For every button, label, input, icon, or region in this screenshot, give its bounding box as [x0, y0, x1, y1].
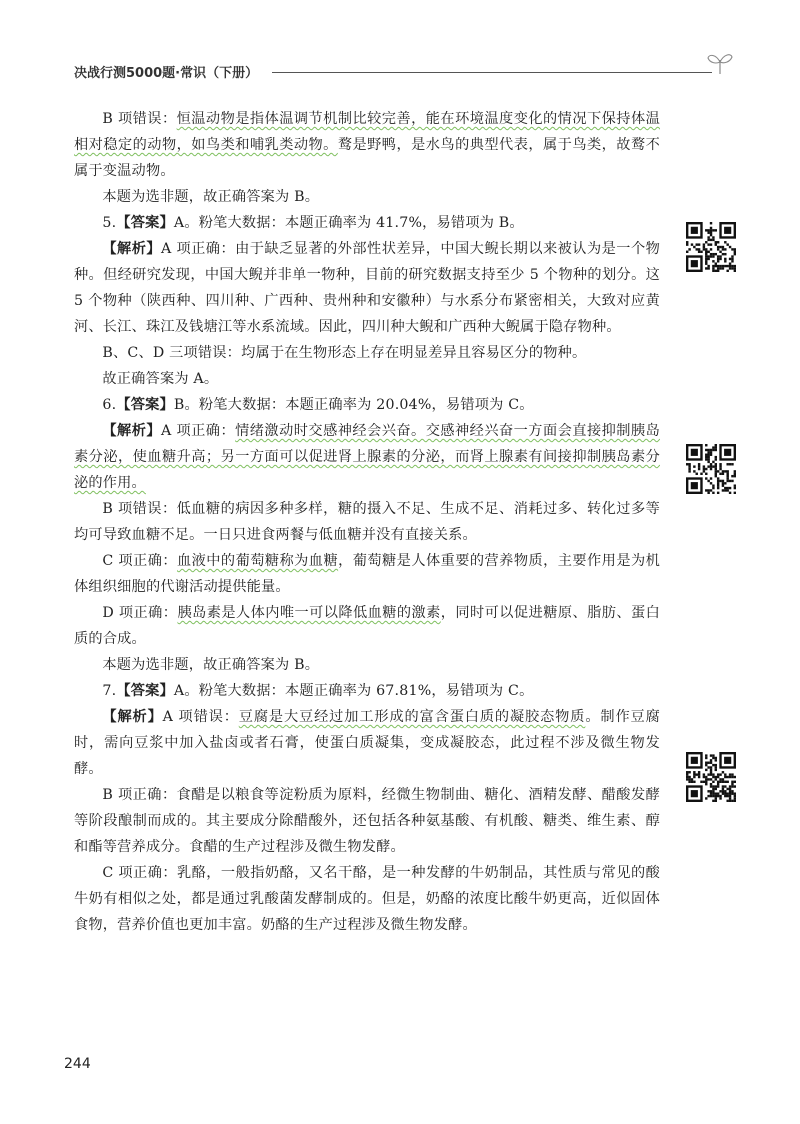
- paragraph: 本题为选非题，故正确答案为 B。: [102, 657, 320, 673]
- paragraph: B 项正确：食醋是以粮食等淀粉质为原料，经微生物制曲、糖化、酒精发酵、醋酸发酵等阶段酿制而成的。其主要成分除醋酸外，还包括各种氨基酸、有机酸、糖类、维生素、醇和酯等营养成分。食醋的生产过程涉及微生物发酵。: [74, 787, 660, 855]
- paragraph: C 项正确：乳酪，一般指奶酪，又名干酪，是一种发酵的牛奶制品，其性质与常见的酸牛奶有相似之处，都是通过乳酸菌发酵制成的。但是，奶酪的浓度比酸牛奶更高，近似固体食物，营养价值也更加丰富。奶酪的生产过程涉及微生物发酵。: [74, 865, 660, 933]
- page-content: [74, 106, 660, 938]
- qr-code-icon[interactable]: [686, 222, 736, 272]
- qr-code-icon[interactable]: [686, 444, 736, 494]
- header-rule: [272, 72, 712, 73]
- page-number: 244: [64, 1056, 91, 1072]
- answer-line: 5.【答案】A。粉笔大数据：本题正确率为 41.7%，易错项为 B。: [102, 215, 524, 231]
- paragraph: 故正确答案为 A。: [102, 371, 219, 387]
- paragraph: B、C、D 三项错误：均属于在生物形态上存在明显差异且容易区分的物种。: [102, 345, 587, 361]
- paragraph: 本题为选非题，故正确答案为 B。: [102, 189, 320, 205]
- answer-line: 7.【答案】A。粉笔大数据：本题正确率为 67.81%，易错项为 C。: [102, 683, 534, 699]
- analysis-paragraph: 【解析】A 项错误：豆腐是大豆经过加工形成的富含蛋白质的凝胶态物质。制作豆腐时，需向豆浆中加入盐卤或者石膏，使蛋白质凝集，变成凝胶态，此过程不涉及微生物发酵。: [74, 709, 660, 777]
- leaf-icon: [706, 50, 734, 76]
- paragraph: C 项正确：血液中的葡萄糖称为血糖，葡萄糖是人体重要的营养物质，主要作用是为机体组织细胞的代谢活动提供能量。: [74, 553, 661, 595]
- paragraph: B 项错误：低血糖的病因多种多样，糖的摄入不足、生成不足、消耗过多、转化过多等均可导致血糖不足。一日只进食两餐与低血糖并没有直接关系。: [74, 501, 660, 543]
- page-header: [74, 56, 734, 86]
- analysis-paragraph: 【解析】A 项正确：情绪激动时交感神经会兴奋。交感神经兴奋一方面会直接抑制胰岛素分泌，使血糖升高；另一方面可以促进肾上腺素的分泌，而肾上腺素有间接抑制胰岛素分泌的作用。: [74, 423, 660, 491]
- paragraph: D 项正确：胰岛素是人体内唯一可以降低血糖的激素，同时可以促进糖原、脂肪、蛋白质的合成。: [74, 605, 660, 647]
- paragraph: B 项错误：恒温动物是指体温调节机制比较完善，能在环境温度变化的情况下保持体温相对稳定的动物，如鸟类和哺乳类动物。鹜是野鸭，是水鸟的典型代表，属于鸟类，故鹜不属于变温动物。: [74, 111, 661, 179]
- qr-code-icon[interactable]: [686, 752, 736, 802]
- answer-line: 6.【答案】B。粉笔大数据：本题正确率为 20.04%，易错项为 C。: [102, 397, 534, 413]
- header-title: 决战行测5000题·常识（下册）: [74, 66, 259, 81]
- analysis-paragraph: 【解析】A 项正确：由于缺乏显著的外部性状差异，中国大鲵长期以来被认为是一个物种。但经研究发现，中国大鲵并非单一物种，目前的研究数据支持至少 5 个物种的划分。这 5 个物种（陕西种、四川种、广西种、贵州种和安徽种）与水系分布紧密相关，大致对应黄河、长江、珠江及钱塘江等水系流域。因此，四川种大鲵和广西种大鲵属于隐存物种。: [74, 241, 660, 335]
